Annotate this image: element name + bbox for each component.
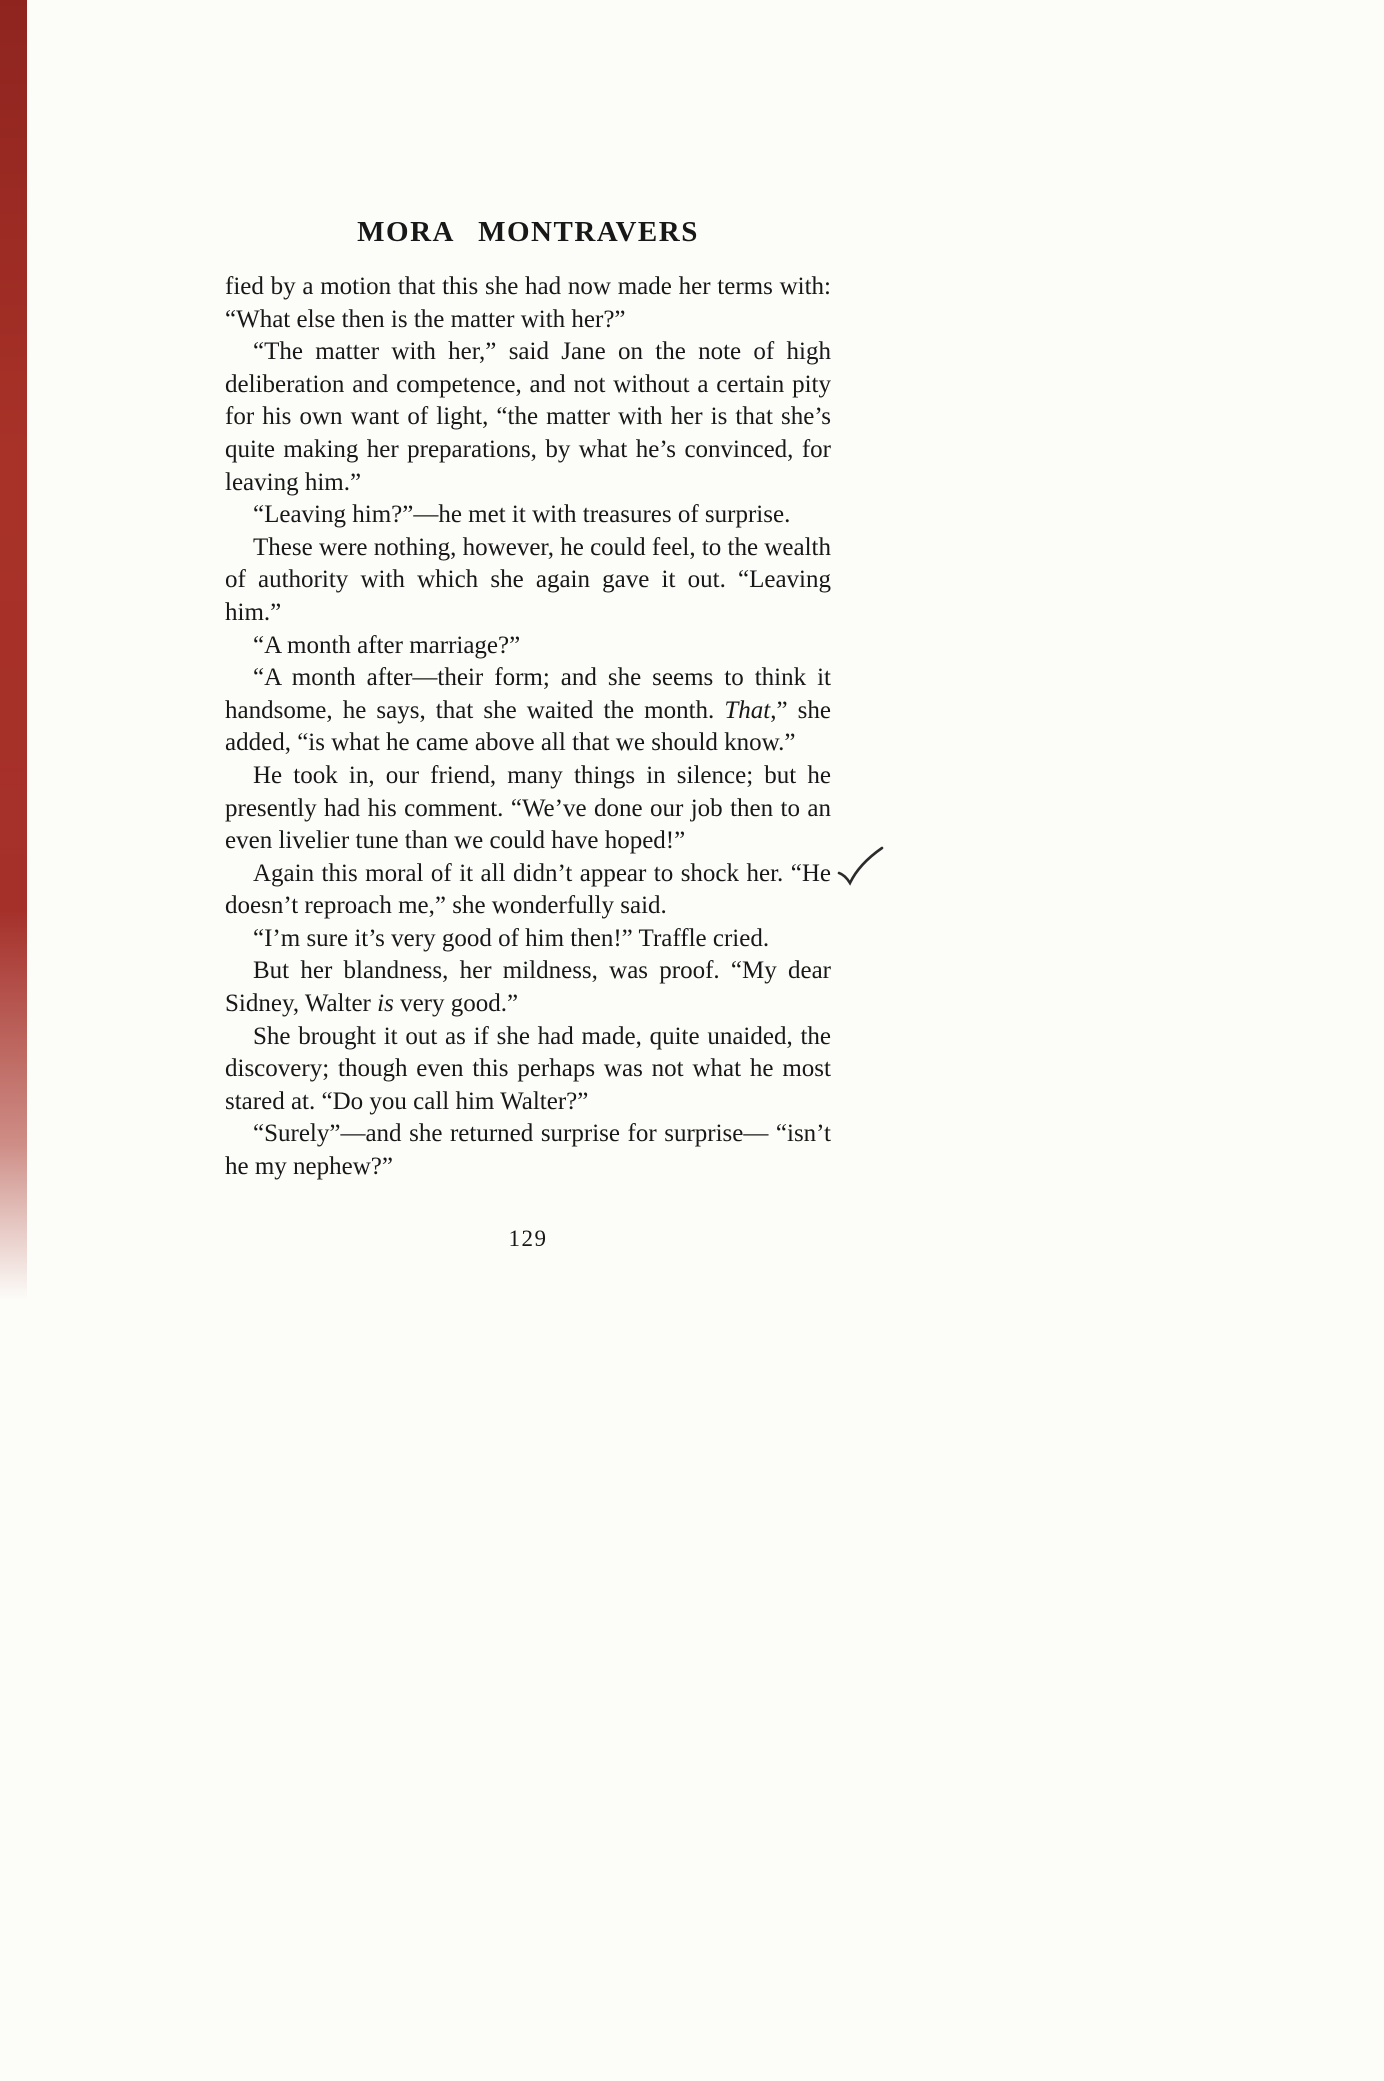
italic-text-run: That <box>724 696 771 724</box>
text-run: fied by a motion that this she had now made her terms with: “What else then is the matter with her?” <box>225 273 831 333</box>
paragraph <box>225 662 831 760</box>
page-number: 129 <box>508 1226 548 1251</box>
text-run: “A month after—their form; and she seems to think it handsome, he says, that she waited the month. <box>225 664 831 724</box>
text-run: “The matter with her,” said Jane on the note of high deliberation and competence, and not without a certain pity for his own want of light, “the matter with her is that she’s quite making her preparations, by what he’s convinced, for leaving him.” <box>225 338 831 496</box>
text-run: ,” she added, “is what he came above all that we should know.” <box>225 696 831 757</box>
book-edge-red-strip <box>0 0 27 1300</box>
page-title: MORA MONTRAVERS <box>357 216 699 248</box>
text-run: “Surely”—and she returned surprise for surprise— “isn’t he my nephew?” <box>225 1120 831 1181</box>
text-run: These were nothing, however, he could feel, to the wealth of authority with which she again gave it out. “Leaving him.” <box>225 533 831 626</box>
paragraph <box>225 532 831 630</box>
handwritten-checkmark-icon <box>836 842 886 890</box>
paragraph <box>225 955 831 1020</box>
paragraph <box>225 630 831 663</box>
paragraph <box>225 858 831 923</box>
paragraph <box>225 923 831 956</box>
paragraph <box>225 499 831 532</box>
italic-text-run: is <box>377 990 394 1018</box>
paragraph <box>225 760 831 858</box>
text-run: He took in, our friend, many things in silence; but he presently had his comment. “We’ve done our job then to an even livelier tune than we could have hoped!” <box>225 761 831 855</box>
paragraph <box>225 1118 831 1183</box>
paragraph <box>225 1021 831 1119</box>
text-block <box>225 271 831 1184</box>
text-run: “Leaving him?”—he met it with treasures of surprise. <box>253 501 791 529</box>
text-run: She brought it out as if she had made, quite unaided, the discovery; though even this perhaps was not what he most stared at. “Do you call him Walter?” <box>225 1022 831 1115</box>
text-run: very good.” <box>393 990 519 1018</box>
text-run: “A month after marriage?” <box>253 631 521 659</box>
text-run: But her blandness, her mildness, was proof. “My dear Sidney, Walter <box>225 957 831 1018</box>
paragraph <box>225 336 831 499</box>
text-run: “I’m sure it’s very good of him then!” Traffle cried. <box>253 924 770 952</box>
text-run: Again this moral of it all didn’t appear to shock her. “He doesn’t reproach me,” she wonderfully said. <box>225 859 831 920</box>
paragraph <box>225 271 831 336</box>
